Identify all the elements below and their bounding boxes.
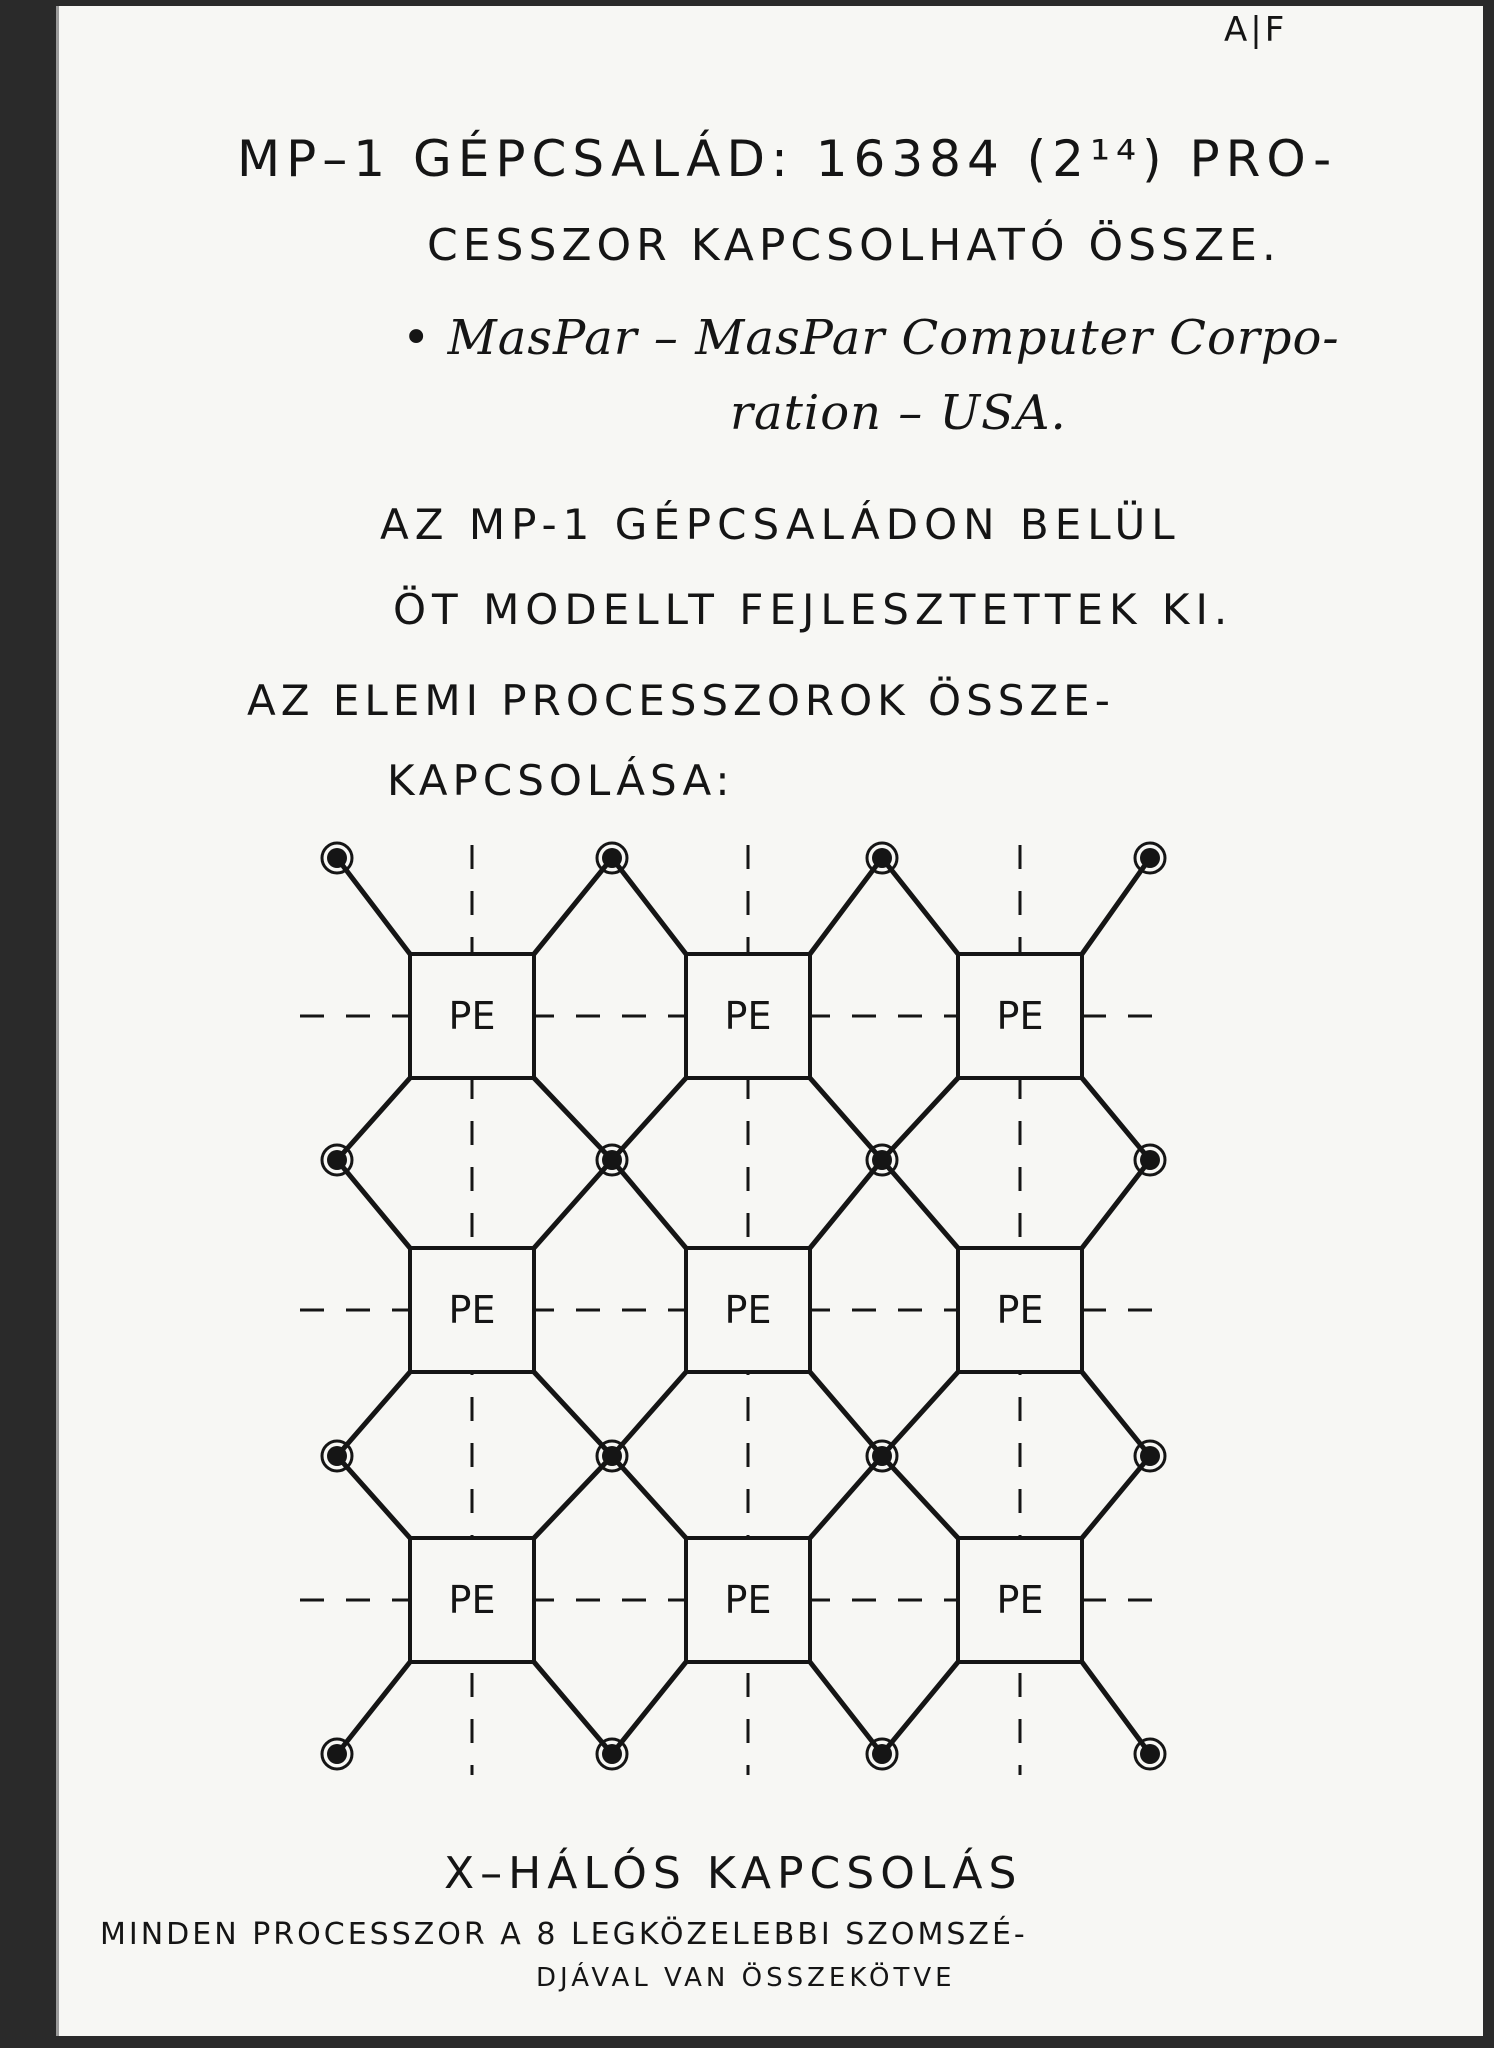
diagonal-link-2-1-4: [534, 1372, 612, 1456]
pe-box-3-1: [410, 1538, 534, 1662]
node-dot: [327, 1744, 347, 1764]
diagonal-link-2-2-3: [612, 1372, 686, 1456]
pe-box-2-3: [958, 1248, 1082, 1372]
processor-grid: [410, 954, 1082, 1662]
diagonal-link-3-1-3: [337, 1662, 410, 1754]
topology-heading-line-1: AZ ELEMI PROCESSZOROK ÖSSZE-: [247, 676, 1115, 725]
node-dot: [1140, 1744, 1160, 1764]
node-dot: [872, 1150, 892, 1170]
diagonal-link-1-1-4: [534, 1078, 612, 1160]
link-node-2-1: [322, 1145, 352, 1175]
link-node-2-4: [1135, 1145, 1165, 1175]
diagonal-link-2-3-1: [882, 1160, 958, 1248]
pe-label: PE: [996, 1578, 1044, 1622]
link-node-1-2: [597, 843, 627, 873]
pe-box-1-3: [958, 954, 1082, 1078]
pe-label: PE: [724, 1578, 772, 1622]
node-dot: [872, 848, 892, 868]
diagonal-link-3-2-1: [612, 1456, 686, 1538]
diagonal-link-3-1-4: [534, 1662, 612, 1754]
diagonal-link-1-2-3: [612, 1078, 686, 1160]
node-dot: [1140, 1446, 1160, 1466]
diagonal-link-2-3-2: [1082, 1160, 1150, 1248]
diagonal-link-3-2-3: [612, 1662, 686, 1754]
pe-label: PE: [448, 994, 496, 1038]
footnote-line-1: MINDEN PROCESSZOR A 8 LEGKÖZELEBBI SZOMSZÉ-: [100, 1917, 1028, 1952]
node-dot: [327, 1150, 347, 1170]
link-node-4-2: [597, 1739, 627, 1769]
diagonal-link-1-3-1: [882, 858, 958, 954]
link-node-3-4: [1135, 1441, 1165, 1471]
pe-label: PE: [448, 1578, 496, 1622]
node-dot: [602, 1446, 622, 1466]
diagonal-link-1-1-2: [534, 858, 612, 954]
node-dot: [327, 1446, 347, 1466]
pe-box-2-1: [410, 1248, 534, 1372]
node-dot: [602, 1744, 622, 1764]
diagonal-link-2-2-4: [810, 1372, 882, 1456]
node-dot: [602, 848, 622, 868]
diagonal-link-2-1-3: [337, 1372, 410, 1456]
archive-mark: A|F: [1224, 10, 1288, 50]
diagonal-link-3-3-4: [1082, 1662, 1150, 1754]
models-note-line-2: ÖT MODELLT FEJLESZTETTEK KI.: [393, 585, 1234, 634]
link-node-3-2: [597, 1441, 627, 1471]
node-dot: [327, 848, 347, 868]
pe-label: PE: [724, 1288, 772, 1332]
diagonal-link-2-1-2: [534, 1160, 612, 1248]
node-dot: [1140, 1150, 1160, 1170]
diagonal-link-2-2-1: [612, 1160, 686, 1248]
vendor-line-2: ration – USA.: [730, 385, 1067, 441]
link-node-1-4: [1135, 843, 1165, 873]
diagonal-link-3-2-4: [810, 1662, 882, 1754]
diagram-caption: X–HÁLÓS KAPCSOLÁS: [444, 1848, 1023, 1899]
node-dot: [872, 1446, 892, 1466]
diagonal-link-1-2-2: [810, 858, 882, 954]
diagonal-link-2-2-2: [810, 1160, 882, 1248]
pe-box-2-2: [686, 1248, 810, 1372]
node-dot: [602, 1150, 622, 1170]
node-dot: [1140, 848, 1160, 868]
diagonal-link-3-3-3: [882, 1662, 958, 1754]
topology-heading-line-2: KAPCSOLÁSA:: [387, 756, 735, 805]
diagonal-link-1-2-1: [612, 858, 686, 954]
diagonal-link-3-1-2: [534, 1456, 612, 1538]
link-node-4-1: [322, 1739, 352, 1769]
diagonal-link-1-1-1: [337, 858, 410, 954]
link-node-3-1: [322, 1441, 352, 1471]
link-node-1-1: [322, 843, 352, 873]
link-node-2-2: [597, 1145, 627, 1175]
diagonal-link-1-3-3: [882, 1078, 958, 1160]
pe-box-3-2: [686, 1538, 810, 1662]
diagonal-link-3-3-1: [882, 1456, 958, 1538]
pe-label: PE: [724, 994, 772, 1038]
link-node-2-3: [867, 1145, 897, 1175]
diagonal-link-1-3-2: [1082, 858, 1150, 954]
models-note-line-1: AZ MP-1 GÉPCSALÁDON BELÜL: [380, 500, 1181, 549]
link-node-4-3: [867, 1739, 897, 1769]
heading-line-1: MP–1 GÉPCSALÁD: 16384 (2¹⁴) PRO-: [237, 130, 1338, 188]
diagonal-link-2-1-1: [337, 1160, 410, 1248]
pe-box-1-2: [686, 954, 810, 1078]
pe-box-1-1: [410, 954, 534, 1078]
pe-label: PE: [448, 1288, 496, 1332]
diagonal-link-2-3-3: [882, 1372, 958, 1456]
node-dot: [872, 1744, 892, 1764]
footnote-line-2: DJÁVAL VAN ÖSSZEKÖTVE: [536, 1963, 956, 1993]
pe-label: PE: [996, 1288, 1044, 1332]
heading-line-2: CESSZOR KAPCSOLHATÓ ÖSSZE.: [427, 220, 1281, 271]
link-node-1-3: [867, 843, 897, 873]
pe-box-3-3: [958, 1538, 1082, 1662]
pe-label: PE: [996, 994, 1044, 1038]
link-node-4-4: [1135, 1739, 1165, 1769]
link-node-3-3: [867, 1441, 897, 1471]
vendor-line-1: • MasPar – MasPar Computer Corpo-: [402, 310, 1340, 366]
